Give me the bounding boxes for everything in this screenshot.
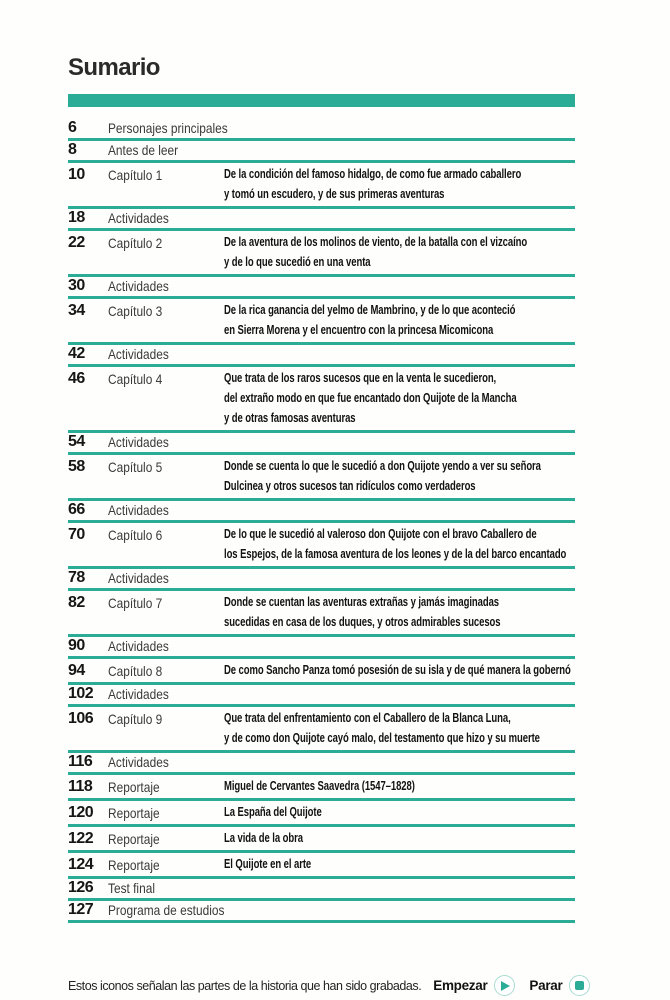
toc-title-line: Dulcinea y otros sucesos tan ridículos como verdaderos	[224, 478, 476, 493]
start-label: Empezar	[433, 978, 488, 993]
toc-entry	[68, 433, 575, 455]
toc-title-line: del extraño modo en que fue encantado don Quijote de la Mancha	[224, 390, 517, 405]
toc-page-number: 127	[68, 901, 94, 918]
toc-title-line: La España del Quijote	[224, 804, 322, 819]
toc-entry-label: Capítulo 7	[108, 595, 163, 611]
toc-title-line: Miguel de Cervantes Saavedra (1547–1828)	[224, 778, 415, 793]
toc-entry	[68, 277, 575, 299]
toc-entry-label: Capítulo 3	[108, 303, 163, 319]
toc-entry	[68, 367, 575, 433]
toc-title-line: Que trata de los raros sucesos que en la venta le sucedieron,	[224, 370, 497, 385]
toc-page-number: 90	[68, 637, 85, 654]
toc-page-number: 8	[68, 141, 77, 158]
play-icon	[494, 975, 515, 996]
toc-entry-label: Actividades	[108, 434, 169, 450]
toc-title-line: y de otras famosas aventuras	[224, 410, 356, 425]
toc-entry	[68, 707, 575, 753]
toc-entry-label: Capítulo 5	[108, 459, 163, 475]
toc-entry-label: Actividades	[108, 638, 169, 654]
toc-entry	[68, 455, 575, 501]
toc-page-number: 124	[68, 856, 94, 873]
toc-entry	[68, 637, 575, 659]
toc-entry-label: Capítulo 1	[108, 167, 163, 183]
toc-page-number: 94	[68, 662, 85, 679]
toc-entry	[68, 231, 575, 277]
toc-page-number: 126	[68, 879, 94, 896]
toc-entry-title	[224, 300, 575, 340]
toc-page-number: 118	[68, 778, 93, 795]
toc-entry-title	[224, 524, 575, 564]
toc-title-line: Donde se cuentan las aventuras extrañas y jamás imaginadas	[224, 594, 499, 609]
toc-page-number: 102	[68, 685, 94, 702]
toc-entry	[68, 659, 575, 685]
toc-entry-title	[224, 776, 575, 796]
toc-entry	[68, 591, 575, 637]
toc-page-number: 10	[68, 166, 85, 183]
toc-entry	[68, 163, 575, 209]
toc-entry-label: Actividades	[108, 210, 169, 226]
toc-entry	[68, 753, 575, 775]
toc-entry	[68, 901, 575, 923]
toc-title-line: De lo que le sucedió al valeroso don Quijote con el bravo Caballero de	[224, 526, 537, 541]
toc-page-number: 42	[68, 345, 85, 362]
toc-entry-title	[224, 456, 575, 496]
toc-page-number: 34	[68, 302, 85, 319]
toc-page-number: 78	[68, 569, 85, 586]
toc-title-line: en Sierra Morena y el encuentro con la princesa Micomicona	[224, 322, 494, 337]
toc-entry-label: Actividades	[108, 502, 169, 518]
toc-title-line: y de como don Quijote cayó malo, del testamento que hizo y su muerte	[224, 730, 540, 745]
toc-entry-title	[224, 708, 575, 748]
toc-entry-label: Reportaje	[108, 779, 160, 795]
toc-title-line: Que trata del enfrentamiento con el Caballero de la Blanca Luna,	[224, 710, 511, 725]
toc-entry-label: Capítulo 6	[108, 527, 163, 543]
toc-title-line: y de lo que sucedió en una venta	[224, 254, 371, 269]
toc-title-line: y tomó un escudero, y de sus primeras aventuras	[224, 186, 445, 201]
stop-icon	[569, 975, 590, 996]
toc-entry-title	[224, 854, 575, 874]
toc-entry-label: Capítulo 9	[108, 711, 163, 727]
toc-entry-label: Actividades	[108, 278, 169, 294]
toc-title-line: los Espejos, de la famosa aventura de los leones y de la del barco encantado	[224, 546, 567, 561]
toc-page-number: 122	[68, 830, 94, 847]
toc-entry-label: Antes de leer	[108, 142, 179, 158]
toc-entry	[68, 209, 575, 231]
toc-title-line: El Quijote en el arte	[224, 856, 312, 871]
toc-entry-label: Actividades	[108, 686, 169, 702]
footer-legend	[68, 975, 575, 996]
toc-entry-title	[224, 802, 575, 822]
toc-entry	[68, 119, 575, 141]
toc-page-number: 116	[68, 753, 93, 770]
toc-entry-label: Reportaje	[108, 805, 160, 821]
toc-entry-label: Capítulo 8	[108, 663, 163, 679]
toc-page-number: 70	[68, 526, 85, 543]
footer-note: Estos iconos señalan las partes de la historia que han sido grabadas.	[68, 978, 422, 993]
toc-page-number: 58	[68, 458, 85, 475]
toc-entry-title	[224, 828, 575, 848]
toc-entry	[68, 141, 575, 163]
toc-entry-title	[224, 368, 575, 428]
toc-entry-label: Reportaje	[108, 831, 160, 847]
toc-entry-label: Programa de estudios	[108, 902, 225, 918]
toc-entry	[68, 879, 575, 901]
toc-list	[68, 119, 575, 923]
toc-entry-label: Actividades	[108, 754, 169, 770]
toc-entry	[68, 853, 575, 879]
toc-page-number: 6	[68, 119, 77, 136]
toc-entry	[68, 523, 575, 569]
toc-entry	[68, 775, 575, 801]
toc-title-line: De como Sancho Panza tomó posesión de su isla y de qué manera la gobernó	[224, 662, 571, 677]
toc-entry-label: Capítulo 4	[108, 371, 163, 387]
toc-page-number: 120	[68, 804, 94, 821]
toc-title-line: sucedidas en casa de los duques, y otros admirables sucesos	[224, 614, 501, 629]
toc-entry	[68, 685, 575, 707]
toc-page-number: 22	[68, 234, 85, 251]
toc-entry	[68, 801, 575, 827]
toc-title-line: Donde se cuenta lo que le sucedió a don Quijote yendo a ver su señora	[224, 458, 541, 473]
toc-entry-label: Reportaje	[108, 857, 160, 873]
toc-entry-label: Actividades	[108, 346, 169, 362]
toc-page-number: 82	[68, 594, 85, 611]
toc-entry	[68, 569, 575, 591]
toc-page-number: 18	[68, 209, 85, 226]
toc-entry-title	[224, 660, 575, 680]
toc-entry-title	[224, 164, 575, 204]
toc-entry	[68, 501, 575, 523]
toc-title-line: La vida de la obra	[224, 830, 303, 845]
stop-label: Parar	[529, 978, 563, 993]
toc-entry	[68, 827, 575, 853]
stop-square-glyph	[575, 981, 584, 990]
toc-title-line: De la rica ganancia del yelmo de Mambrino, y de lo que aconteció	[224, 302, 516, 317]
page-title: Sumario	[68, 54, 160, 81]
toc-title-line: De la condición del famoso hidalgo, de como fue armado caballero	[224, 166, 522, 181]
toc-entry	[68, 299, 575, 345]
toc-page-number: 66	[68, 501, 85, 518]
toc-title-line: De la aventura de los molinos de viento, de la batalla con el vizcaíno	[224, 234, 528, 249]
toc-entry-title	[224, 232, 575, 272]
toc-entry-title	[224, 592, 575, 632]
toc-page-number: 30	[68, 277, 85, 294]
toc-entry-label: Actividades	[108, 570, 169, 586]
toc-page-number: 46	[68, 370, 85, 387]
toc-entry-label: Test final	[108, 880, 155, 896]
toc-entry-label: Capítulo 2	[108, 235, 163, 251]
title-rule	[68, 94, 575, 107]
toc-entry	[68, 345, 575, 367]
toc-page-number: 54	[68, 433, 85, 450]
toc-page-number: 106	[68, 710, 94, 727]
toc-entry-label: Personajes principales	[108, 120, 228, 136]
play-triangle-glyph	[501, 981, 510, 991]
